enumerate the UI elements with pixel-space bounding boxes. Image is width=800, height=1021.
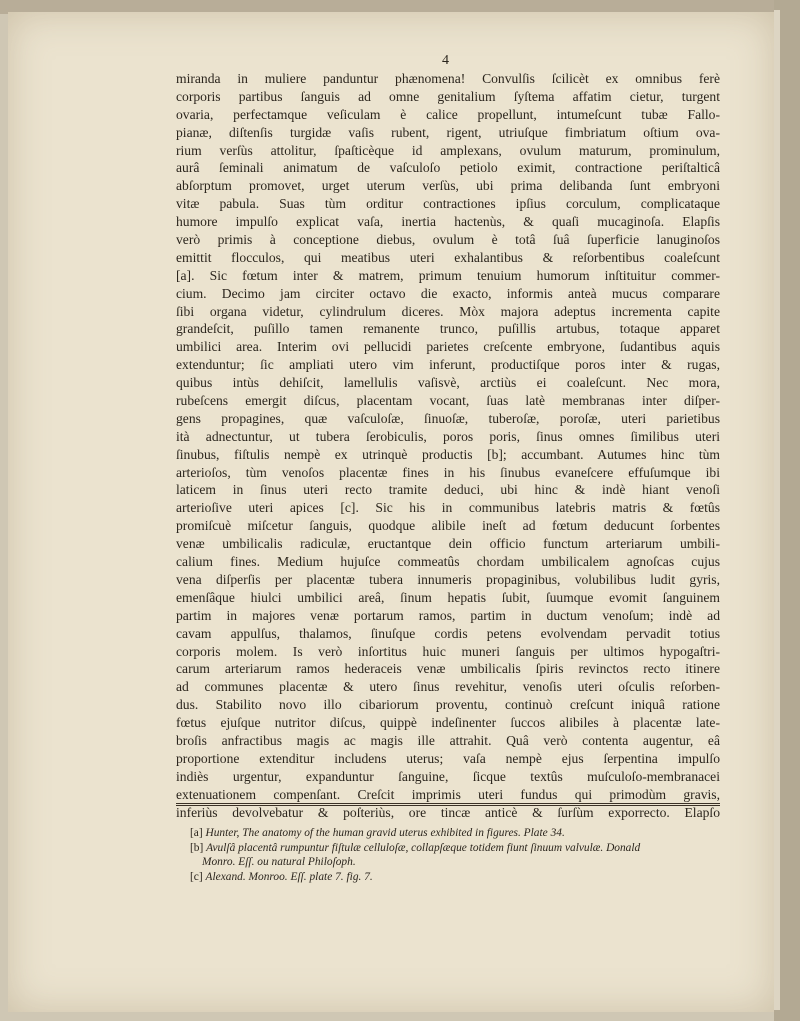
text-line: calium fines. Medium hujuſce commeatûs chordam umbilicalem agnoſcas cujus [176,554,720,570]
text-line: carum arteriarum ramos hederaceis venæ umbilicalis ſpiris revinctos recto itinere [176,661,720,677]
body-text [176,70,720,821]
footnote-mark: [c] [190,870,203,883]
footnote [190,841,730,856]
text-line: rium verſùs attolitur, ſpaſticèque id amplexans, ovulum maturum, prominulum, [176,142,720,158]
text-line: dus. Stabilito novo illo cibariorum proventu, continuò creſcunt iniquâ ratione [176,697,720,713]
text-line: emittit flocculos, qui meatibus uteri exhalantibus & reſorbentibus coaleſcunt [176,249,720,265]
text-line: quibus intùs dehiſcit, lamellulis vaſisvè, arctiùs ei coaleſcunt. Nec mora, [176,375,720,391]
text-line: corporis partibus ſanguis ad omne genitalium ſyſtema affatim cietur, turgent [176,88,720,104]
next-page-edge [774,10,780,1010]
text-line: inferiùs devolvebatur & poſteriùs, ore tincæ anticè & ſurſùm exporrecto. Elapſo [176,804,720,820]
footnote-text: Alexand. Monroo. Eſſ. plate 7. fig. 7. [205,870,373,883]
text-line: vena diſperſis per placentæ tubera innumeris propaginibus, volubilibus ludit gyris, [176,571,720,587]
text-line: miranda in muliere panduntur phænomena! Convulſis ſcilicèt ex omnibus ferè [176,71,720,86]
text-line: broſis anfractibus magis ac magis ille attrahit. Quâ verò contenta augentur, eâ [176,732,720,748]
text-line: ovaria, perfectamque veſiculam è calice propellunt, intumeſcunt tubæ Fallo- [176,106,720,122]
footnote-mark: [b] [190,841,204,854]
text-line: partim in majores venæ portarum ramos, partim in ductum venoſum; indè ad [176,607,720,623]
text-line: ad communes placentæ & utero ſinus revehitur, venoſis uteri oſculis reſorben- [176,679,720,695]
text-line: aurâ ſeminali animatum de vaſculoſo petiolo eximit, contractione periſtalticâ [176,160,720,176]
page-number: 4 [442,53,449,68]
text-line: cium. Decimo jam circiter octavo die exacto, informis anteà mucus comparare [176,285,720,301]
text-line: gens propagines, quæ vaſculoſæ, ſinuoſæ, tuberoſæ, poroſæ, uteri parietibus [176,410,720,426]
footnote-rule [176,803,720,806]
text-line: indiès urgentur, expanduntur ſanguine, ſicque textûs muſculoſo-membranacei [176,768,720,784]
text-line: extenduntur; ſic ampliati utero vim inferunt, productiſque poros inter & rugas, [176,357,720,373]
text-line: ſibi organa videtur, cylindrulum diceres. Mòx majora adeptus incrementa capite [176,303,720,319]
text-line: arterioſos, tùm venoſos placentæ fines in his ſinubus evaneſcere effuſumque ibi [176,464,720,480]
text-line: promiſcuè miſcetur ſanguis, quodque alibile ineſt ad fœtum deducunt ſorbentes [176,518,720,534]
text-line: extenuationem compenſant. Creſcit imprimis uteri fundus qui primodùm gravis, [176,786,720,802]
text-line: venæ umbilicalis radiculæ, eructantque dein officio functum arteriarum umbili- [176,536,720,552]
text-line: pianæ, diſtenſis turgidæ vaſis rubent, rigent, utriuſque fimbriatum oſtium ova- [176,124,720,140]
footnotes [190,826,730,884]
text-line: verò primis à conceptione diebus, ovulum è totâ ſuâ ſuperficie lanuginoſos [176,232,720,248]
text-line: ſinubus, fiſtulis nempè ex utrinquè productis [b]; accumbant. Autumes hinc tùm [176,446,720,462]
text-line: [a]. Sic fœtum inter & matrem, primum tenuium humorum inſtituitur commer- [176,267,720,283]
text-line: abſorptum promovet, urget uterum verſùs, ubi prima delibanda ſunt embryoni [176,178,720,194]
footnote [190,870,730,885]
text-line: proportione extenditur includens uterus; vaſa nempè ejus ſerpentina impulſo [176,750,720,766]
footnote-text: Hunter, The anatomy of the human gravid uterus exhibited in figures. Plate 34. [205,827,565,839]
text-line: corporis molem. Is verò inſortitus huic muneri ſanguis per ultimos hypogaſtri- [176,643,720,659]
text-line: humore impulſo explicat vaſa, inertia hactenùs, & quaſi mucaginoſa. Elapſis [176,214,720,230]
text-line: emenſâque hiulci umbilici areâ, ſinum hepatis ſubit, ſuumque evomit ſanguinem [176,589,720,605]
footnote-text: Avulſâ placentâ rumpuntur fiſtulæ celluloſæ, collapſæque totidem fiunt ſinuum valvulæ. Donald [206,841,641,854]
text-line: grandeſcit, puſillo tamen remanente trunco, puſillis artubus, totaque apparet [176,321,720,337]
text-line: arterioſive uteri apices [c]. Sic his in communibus latebris matris & fœtûs [176,500,720,516]
text-line: ità adnectuntur, ut tubera ſerobiculis, poros poris, ſinus omnes ſimilibus uteri [176,428,720,444]
text-line: umbilici area. Interim ovi pellucidi parietes creſcente embryone, ſudantibus aquis [176,339,720,355]
text-line: rubeſcens emergit diſcus, placentam vocant, ſuas latè membranas inter diſper- [176,393,720,409]
footnote [190,826,730,841]
footnote-mark: [a] [190,827,203,839]
footnote-text: Monro. Eſſ. ou natural Philoſoph. [202,856,356,869]
text-line: cavam appulſus, thalamos, ſinuſque cordis petens evolvendam pervadit totius [176,625,720,641]
footnote [190,855,730,870]
text-line: fœtus ejuſque nutritor diſcus, quippè indeſinenter ſuccos alibiles à placentæ late- [176,715,720,731]
text-line: laticem in ſinus uteri recto tramite deduci, ubi hinc & indè hiant venoſi [176,482,720,498]
text-line: vitæ pabula. Suas tùm orditur contractiones ipſius corculum, complicataque [176,196,720,212]
